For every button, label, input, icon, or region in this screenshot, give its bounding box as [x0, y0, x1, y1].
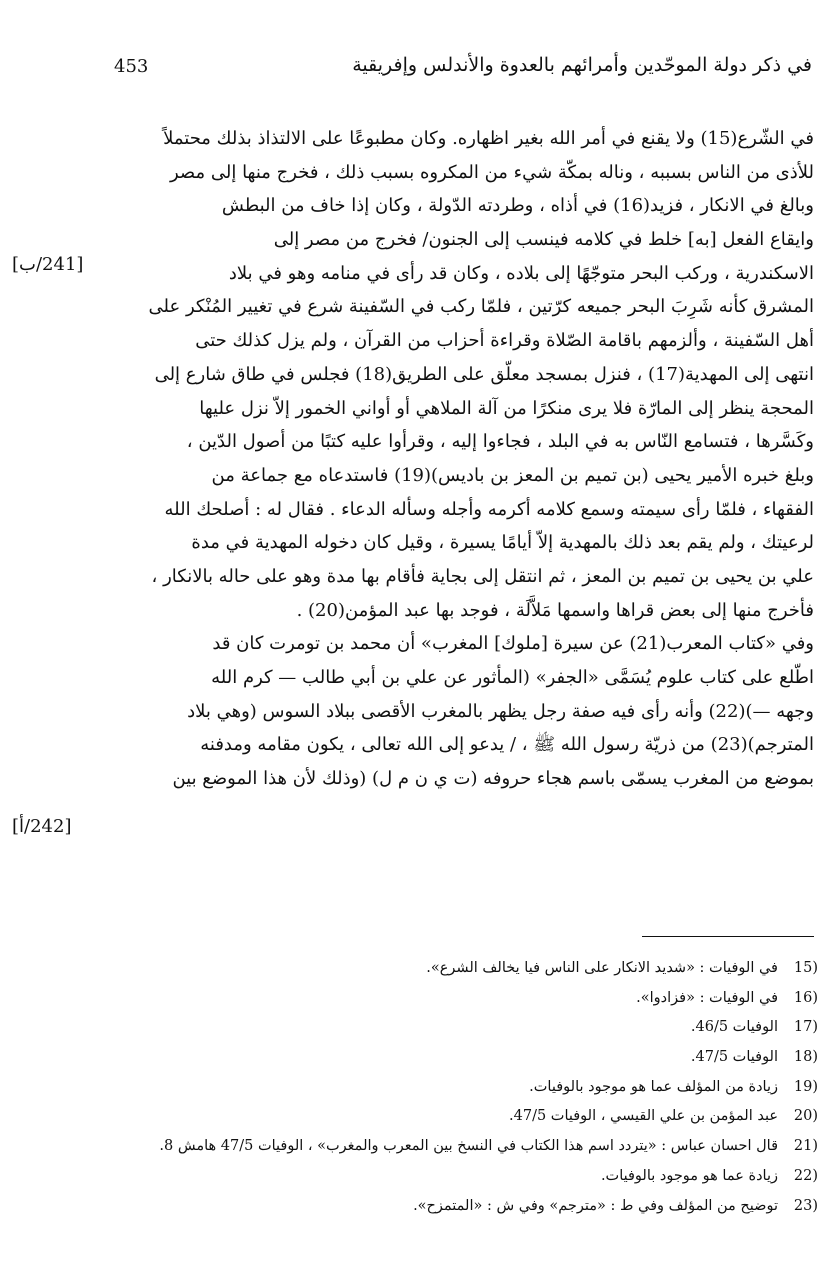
footnote-text: زيادة عما هو موجود بالوفيات.: [600, 1167, 778, 1184]
footnote: [90, 1013, 818, 1043]
footnote-text: في الوفيات : «شديد الانكار على الناس فيا يخالف الشرع».: [426, 960, 778, 976]
text-line: أهل السّفينة ، وألزمهم باقامة الصّلاة وقراءة أحزاب من القرآن ، ولم يزل كذلك حتى: [195, 330, 814, 352]
text-line: لرعيتك ، ولم يقم بعد ذلك بالمهدية إلاّ أيامًا يسيرة ، وقيل كان دخوله المهدية في مدة: [191, 532, 814, 554]
footnote-text: الوفيات 46/5.: [690, 1019, 778, 1036]
footnote: [90, 1073, 818, 1103]
footnote-number: 23): [793, 1197, 818, 1214]
text-line: وبالغ في الانكار ، فزيد(16) في أذاه ، وطردته الدّولة ، وكان إذا خاف من البطش: [221, 195, 814, 217]
footnote: [90, 1132, 818, 1162]
text-line: للأذى من الناس بسببه ، وناله بمكّة شيء من المكروه بسبب ذلك ، فخرج منها إلى مصر: [169, 161, 814, 183]
footnote: [90, 1162, 818, 1192]
text-line: المترجم)(23) من ذريّة رسول الله ﷺ ، / يدعو إلى الله تعالى ، يكون مقامه ومدفنه: [200, 734, 814, 756]
footnote-number: 21): [793, 1138, 818, 1155]
footnote-number: 20): [793, 1108, 818, 1125]
footnote-text: توضيح من المؤلف وفي ط : «مترجم» وفي ش : «المتمزح».: [413, 1197, 778, 1214]
footnote-number: 17): [793, 1019, 818, 1036]
page-number: 453: [114, 56, 149, 77]
folio-marker: [241/ب]: [12, 254, 84, 275]
running-head: في ذكر دولة الموحّدين وأمرائهم بالعدوة والأندلس وإفريقية: [352, 54, 812, 76]
footnote-text: زيادة من المؤلف عما هو موجود بالوفيات.: [529, 1078, 778, 1095]
body-text: [96, 122, 814, 796]
text-line: وجهه —)(22) وأنه رأى فيه صفة رجل يظهر بالمغرب الأقصى ببلاد السوس (وهي بلاد: [187, 700, 814, 722]
text-line: بموضع من المغرب يسمّى باسم هجاء حروفه (ت ي ن م ل) (وذلك لأن هذا الموضع بين: [172, 768, 814, 790]
footnote-number: 18): [793, 1049, 818, 1066]
folio-marker: [242/أ]: [12, 816, 72, 837]
footnotes: [90, 954, 818, 1221]
footnote-text: عبد المؤمن بن علي القيسي ، الوفيات 47/5.: [509, 1108, 778, 1125]
footnote-text: الوفيات 47/5.: [690, 1049, 778, 1066]
footnote-number: 19): [793, 1078, 818, 1095]
text-line: وايقاع الفعل [به] خلط في كلامه فينسب إلى الجنون/ فخرج من مصر إلى: [273, 229, 814, 251]
footnote-text: في الوفيات : «فزادوا».: [636, 989, 778, 1006]
footnote-number: 16): [793, 989, 818, 1006]
footnote: [90, 1043, 818, 1073]
text-line: انتهى إلى المهدية(17) ، فنزل بمسجد معلّق على الطريق(18) فجلس في طاق شارع إلى: [154, 363, 814, 385]
text-line: فأخرج منها إلى بعض قراها واسمها مَلاَّلَة ، فوجد بها عبد المؤمن(20) .: [296, 599, 814, 621]
footnote-number: 22): [793, 1167, 818, 1184]
text-line: وكَسَّرها ، فتسامع النّاس به في البلد ، فجاءوا إليه ، وقرأوا عليه كتبًا من أصول الدّين ،: [186, 431, 814, 453]
text-line: في الشّرع(15) ولا يقنع في أمر الله بغير اظهاره. وكان مطبوعًا على الالتذاذ بذلك محتملاً: [163, 128, 814, 149]
footnote-text: قال احسان عباس : «يتردد اسم هذا الكتاب في النسخ بين المعرب والمغرب» ، الوفيات 47/5 هامش 8.: [159, 1138, 778, 1155]
footnote: [90, 1102, 818, 1132]
footnote-number: 15): [793, 960, 818, 976]
footnote: [90, 954, 818, 984]
footnote: [90, 1192, 818, 1222]
text-line: وفي «كتاب المعرب(21) عن سيرة [ملوك] المغرب» أن محمد بن تومرت كان قد: [212, 633, 814, 655]
text-line: المشرق كأنه شَرِبَ البحر جميعه كرّتين ، فلمّا ركب في السّفينة شرع في تغيير المُنْكر على: [148, 296, 814, 318]
text-line: الاسكندرية ، وركب البحر متوجّهًا إلى بلاده ، وكان قد رأى في منامه وهو في بلاد: [228, 262, 814, 284]
text-line: المحجة ينظر إلى المارّة فلا يرى منكرًا من آلة الملاهي أو أواني الخمور إلاّ نزل عليها: [199, 397, 814, 419]
text-line: الفقهاء ، فلمّا رأى سيمته وسمع كلامه أكرمه وأجله وسأله الدعاء . فقال له : أصلحك الله: [164, 498, 814, 520]
text-line: اطّلع على كتاب علوم يُسَمَّى «الجفر» (المأثور عن علي بن أبي طالب — كرم الله: [211, 667, 814, 688]
footnote: [90, 984, 818, 1014]
footnote-divider: [642, 936, 814, 937]
text-line: وبلغ خبره الأمير يحيى (بن تميم بن المعز بن باديس)(19) فاستدعاه مع جماعة من: [211, 464, 814, 486]
text-line: علي بن يحيى بن تميم بن المعز ، ثم انتقل إلى بجاية فأقام بها مدة وهو على حاله بالانكار ،: [151, 565, 814, 587]
